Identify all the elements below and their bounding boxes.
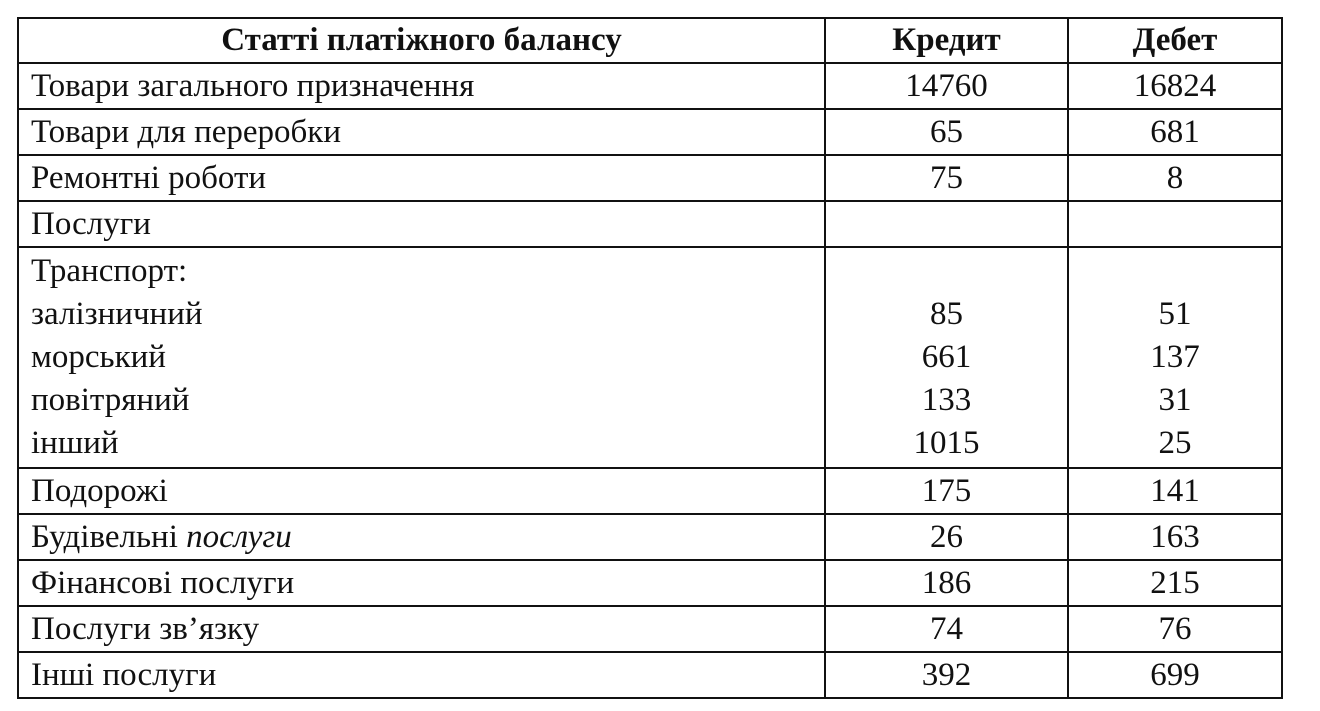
header-credit: Кредит: [825, 18, 1068, 63]
credit-value: 1015: [913, 425, 980, 461]
transport-item-label: інший: [31, 425, 119, 461]
debit-value: 51: [1158, 296, 1192, 332]
row-label: [18, 514, 825, 560]
credit-value: 14760: [825, 63, 1068, 109]
debit-value: 137: [1150, 339, 1200, 375]
debit-value: 163: [1068, 514, 1282, 560]
credit-value: 26: [825, 514, 1068, 560]
blank-line: [1069, 250, 1281, 293]
credit-value: 392: [825, 652, 1068, 698]
transport-item-label: повітряний: [31, 382, 190, 418]
credit-value: 75: [825, 155, 1068, 201]
debit-value: 699: [1068, 652, 1282, 698]
credit-value: 186: [825, 560, 1068, 606]
transport-credit-values: [825, 247, 1068, 468]
credit-value: [825, 201, 1068, 247]
transport-item-label: морський: [31, 339, 166, 375]
row-label-italic: послуги: [186, 519, 292, 555]
credit-value: 175: [825, 468, 1068, 514]
header-articles: Статті платіжного балансу: [18, 18, 825, 63]
row-label: Інші послуги: [18, 652, 825, 698]
table-header-row: [18, 18, 1282, 63]
transport-labels: [18, 247, 825, 468]
table-row: [18, 109, 1282, 155]
transport-debit-values: [1068, 247, 1282, 468]
debit-value: 25: [1158, 425, 1192, 461]
debit-value: 681: [1068, 109, 1282, 155]
table-row: [18, 155, 1282, 201]
row-label: Фінансові послуги: [18, 560, 825, 606]
debit-value: [1068, 201, 1282, 247]
header-debit: Дебет: [1068, 18, 1282, 63]
debit-value: 141: [1068, 468, 1282, 514]
transport-heading: Транспорт:: [31, 253, 188, 289]
row-label: Послуги: [18, 201, 825, 247]
credit-value: 65: [825, 109, 1068, 155]
balance-of-payments-table: [17, 17, 1283, 699]
transport-item-label: залізничний: [31, 296, 203, 332]
table-row: [18, 560, 1282, 606]
debit-value: 76: [1068, 606, 1282, 652]
table-row: [18, 201, 1282, 247]
credit-value: 661: [921, 339, 972, 375]
credit-value: 133: [921, 382, 972, 418]
blank-line: [826, 250, 1067, 293]
row-label: Товари загального призначення: [18, 63, 825, 109]
credit-value: 85: [930, 296, 963, 332]
debit-value: 31: [1158, 382, 1192, 418]
table-row: [18, 606, 1282, 652]
table-row: [18, 652, 1282, 698]
debit-value: 8: [1068, 155, 1282, 201]
table-row: [18, 468, 1282, 514]
debit-value: 215: [1068, 560, 1282, 606]
row-label-plain: Будівельні: [31, 519, 187, 555]
transport-group-row: [18, 247, 1282, 468]
debit-value: 16824: [1068, 63, 1282, 109]
table-row: [18, 514, 1282, 560]
row-label: Послуги зв’язку: [18, 606, 825, 652]
row-label: Товари для переробки: [18, 109, 825, 155]
credit-value: 74: [825, 606, 1068, 652]
table-row: [18, 63, 1282, 109]
row-label: Подорожі: [18, 468, 825, 514]
row-label: Ремонтні роботи: [18, 155, 825, 201]
